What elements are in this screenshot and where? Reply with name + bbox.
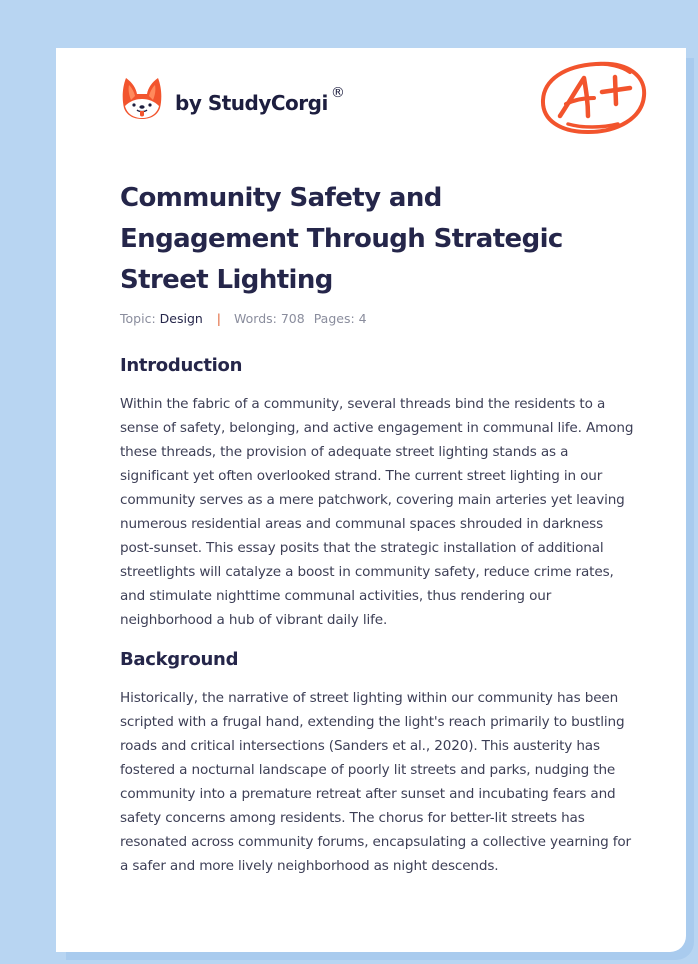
section-body: Within the fabric of a community, several threads bind the residents to a sense of safety, belonging, and active engagement in communal life. Among these threads, the provision of adequate street lighting stands as a significant yet often overlooked strand. The current street lighting in our community serves as a mere patchwork, covering main arteries yet leaving numerous residential areas and communal spaces shrouded in darkness post-sunset. This essay posits that the strategic installation of additional streetlights will catalyze a boost in community safety, reduce crime rates, and stimulate nighttime communal activities, thus rendering our neighborhood a hub of vibrant daily life. bbox=[120, 396, 634, 628]
section-body: Historically, the narrative of street lighting within our community has been scripted with a frugal hand, extending the light's reach primarily to bustling roads and critical intersections (Sanders et al., 2020). This austerity has fostered a nocturnal landscape of poorly lit streets and parks, nudging the community into a premature retreat after sunset and incubating fears and safety concerns among residents. The chorus for better-lit streets has resonated across community forums, encapsulating a collective yearning for a safer and more lively neighborhood as night descends. bbox=[120, 690, 631, 874]
topic-link[interactable]: Design bbox=[159, 311, 203, 326]
essay-title: Community Safety and Engagement Through Strategic Street Lighting bbox=[120, 183, 563, 295]
section-heading: Introduction bbox=[120, 355, 243, 376]
words-value: 708 bbox=[280, 311, 305, 326]
section-heading: Background bbox=[120, 649, 239, 670]
meta-separator: | bbox=[216, 311, 222, 326]
section-introduction bbox=[120, 355, 640, 632]
essay-card bbox=[56, 48, 686, 952]
pages-value: 4 bbox=[358, 311, 367, 326]
corgi-icon bbox=[122, 76, 162, 120]
brand-name: by StudyCorgi bbox=[175, 91, 328, 115]
topic-label: Topic: bbox=[120, 311, 156, 326]
pages-label: Pages: bbox=[313, 311, 355, 326]
studycorgi-logo[interactable] bbox=[122, 76, 345, 120]
essay-meta bbox=[120, 311, 367, 326]
words-label: Words: bbox=[234, 311, 277, 326]
section-background bbox=[120, 649, 640, 878]
grade-a-plus-icon bbox=[538, 58, 650, 140]
registered-mark: ® bbox=[330, 85, 345, 101]
